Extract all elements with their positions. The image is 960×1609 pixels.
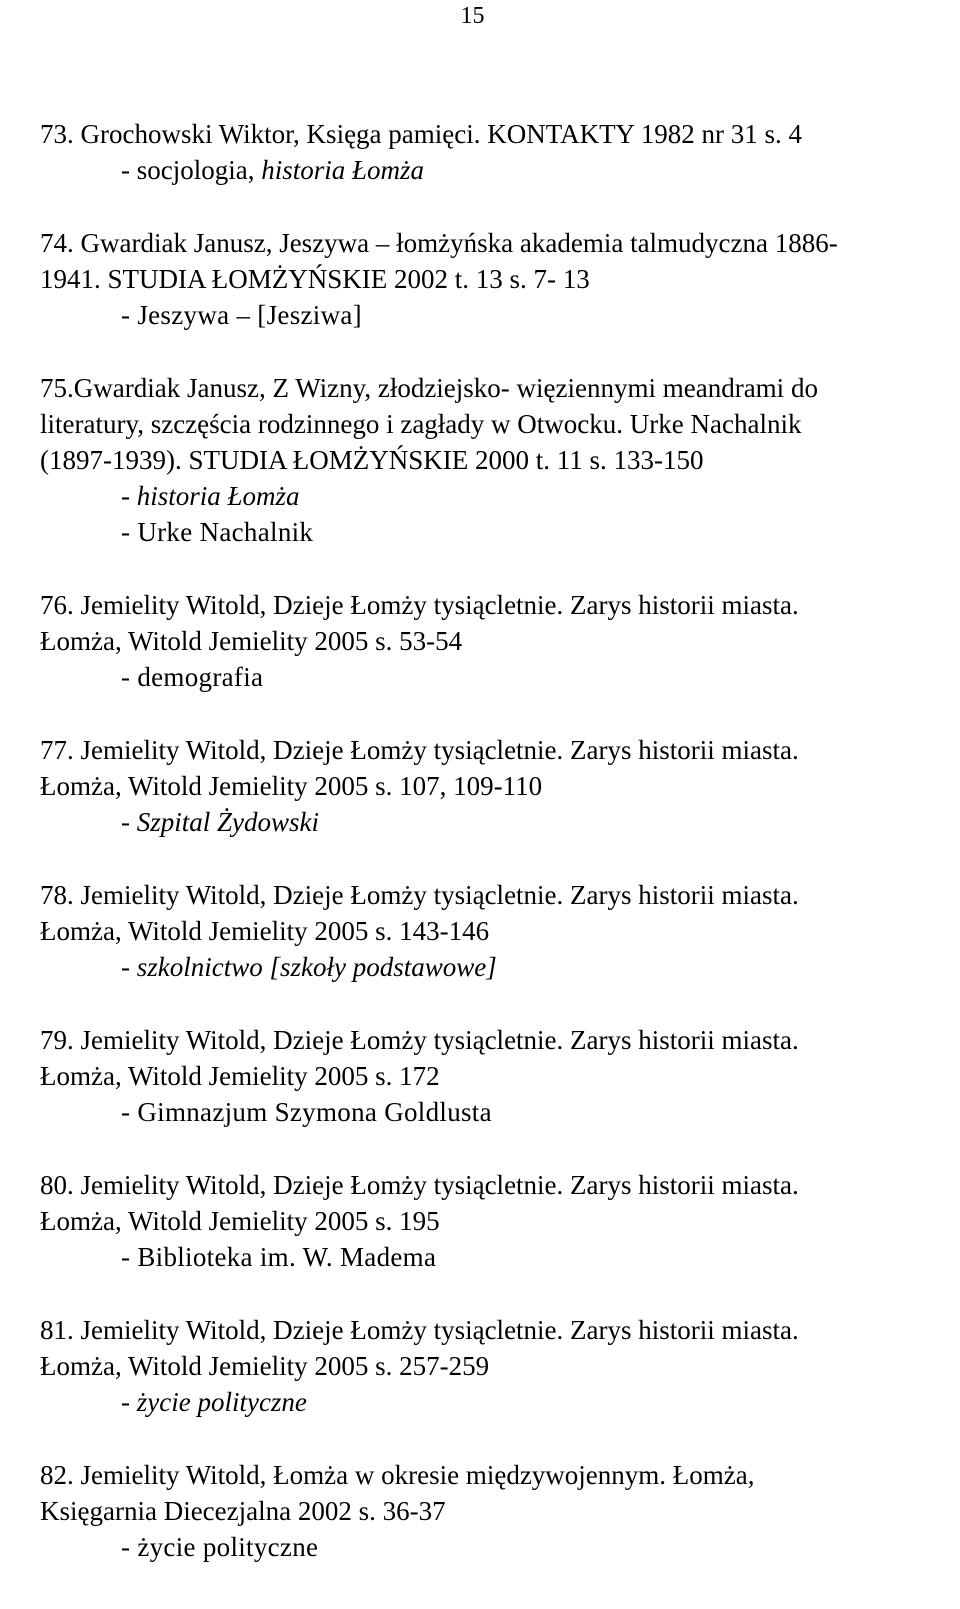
- entry-tag: - Jeszywa – [Jesziwa]: [121, 300, 362, 330]
- entry-tag: - szkolnictwo [szkoły podstawowe]: [121, 952, 497, 982]
- entry-line: Łomża, Witold Jemielity 2005 s. 107, 109-110: [40, 771, 543, 801]
- entry-line: 78. Jemielity Witold, Dzieje Łomży tysiącletnie. Zarys historii miasta.: [40, 880, 799, 910]
- entry-line: Łomża, Witold Jemielity 2005 s. 172: [40, 1061, 440, 1091]
- tag-italic: historia Łomża: [261, 155, 425, 185]
- entry-line: 80. Jemielity Witold, Dzieje Łomży tysiącletnie. Zarys historii miasta.: [40, 1170, 799, 1200]
- page-number: 15: [460, 3, 485, 29]
- entry-line: 81. Jemielity Witold, Dzieje Łomży tysiącletnie. Zarys historii miasta.: [40, 1315, 799, 1345]
- entry-line: 75.Gwardiak Janusz, Z Wizny, złodziejsko- więziennymi meandrami do: [40, 373, 818, 403]
- tag-prefix: - socjologia,: [121, 155, 262, 185]
- entry-tag: - życie polityczne: [121, 1387, 307, 1417]
- entry-line: (1897-1939). STUDIA ŁOMŻYŃSKIE 2000 t. 11 s. 133-150: [40, 445, 704, 475]
- entry-line: 74. Gwardiak Janusz, Jeszywa – łomżyńska akademia talmudyczna 1886-: [40, 228, 838, 258]
- entry-line: Łomża, Witold Jemielity 2005 s. 143-146: [40, 916, 490, 946]
- entry-tag: - Gimnazjum Szymona Goldlusta: [121, 1097, 492, 1127]
- entry-line: 76. Jemielity Witold, Dzieje Łomży tysiącletnie. Zarys historii miasta.: [40, 590, 799, 620]
- entry-line: 77. Jemielity Witold, Dzieje Łomży tysiącletnie. Zarys historii miasta.: [40, 735, 799, 765]
- entry-line: 79. Jemielity Witold, Dzieje Łomży tysiącletnie. Zarys historii miasta.: [40, 1025, 799, 1055]
- entry-line: 73. Grochowski Wiktor, Księga pamięci. KONTAKTY 1982 nr 31 s. 4: [40, 119, 803, 149]
- entry-tag: - życie polityczne: [121, 1532, 319, 1562]
- entry-tag: - Biblioteka im. W. Madema: [121, 1242, 437, 1272]
- entry-line: Księgarnia Diecezjalna 2002 s. 36-37: [40, 1496, 446, 1526]
- entry-line: Łomża, Witold Jemielity 2005 s. 53-54: [40, 626, 463, 656]
- entry-line: 82. Jemielity Witold, Łomża w okresie międzywojennym. Łomża,: [40, 1460, 755, 1490]
- entry-tag: - historia Łomża: [121, 481, 300, 511]
- entry-tag: - Szpital Żydowski: [121, 807, 320, 837]
- entry-line: Łomża, Witold Jemielity 2005 s. 195: [40, 1206, 440, 1236]
- entry-line: literatury, szczęścia rodzinnego i zagłady w Otwocku. Urke Nachalnik: [40, 409, 802, 439]
- entry-tag: - demografia: [121, 662, 264, 692]
- entry-tag: - Urke Nachalnik: [121, 517, 314, 547]
- entry-tag: [121, 153, 424, 187]
- entry-line: 1941. STUDIA ŁOMŻYŃSKIE 2002 t. 13 s. 7- 13: [40, 264, 590, 294]
- entry-line: Łomża, Witold Jemielity 2005 s. 257-259: [40, 1351, 490, 1381]
